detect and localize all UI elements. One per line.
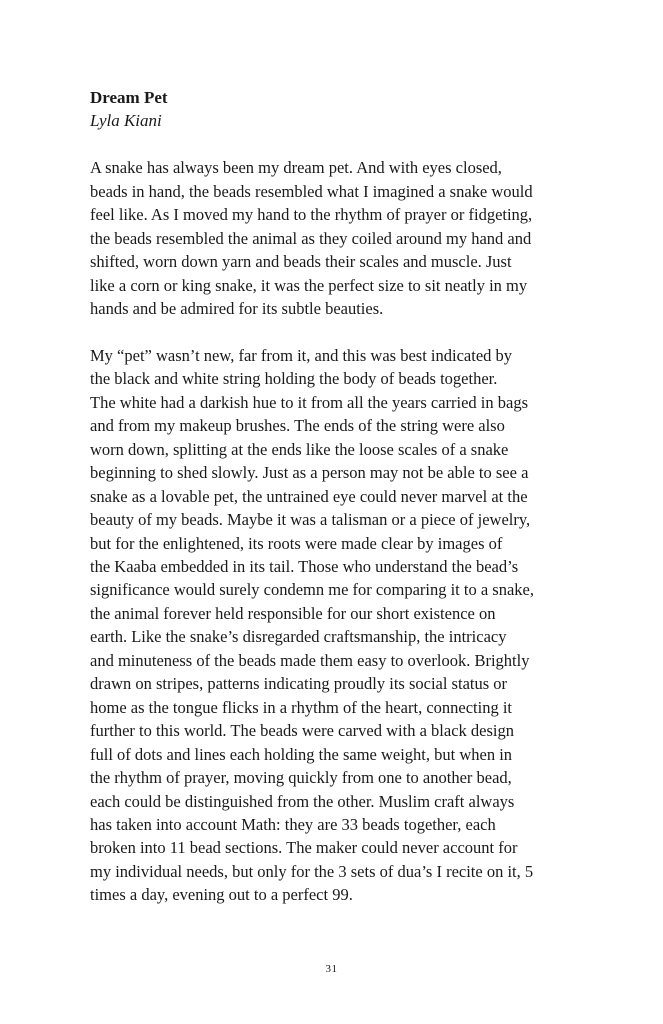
text-line: The white had a darkish hue to it from all the years carried in bags — [90, 392, 529, 412]
text-line: feel like. As I moved my hand to the rhythm of prayer or fidgeting, — [90, 205, 533, 225]
text-line: times a day, evening out to a perfect 99. — [90, 885, 353, 905]
text-line: beauty of my beads. Maybe it was a talisman or a piece of jewelry, — [90, 510, 531, 530]
body-text — [90, 156, 590, 906]
text-line: the black and white string holding the body of beads together. — [90, 369, 498, 389]
text-line: hands and be admired for its subtle beauties. — [90, 299, 384, 319]
text-line: like a corn or king snake, it was the perfect size to sit neatly in my — [90, 275, 528, 295]
text-line: the rhythm of prayer, moving quickly from one to another bead, — [90, 768, 512, 788]
text-line: My “pet” wasn’t new, far from it, and this was best indicated by — [90, 345, 513, 365]
text-line: my individual needs, but only for the 3 sets of dua’s I recite on it, 5 — [90, 861, 534, 881]
text-line: and from my makeup brushes. The ends of the string were also — [90, 416, 505, 436]
text-line: but for the enlightened, its roots were made clear by images of — [90, 533, 503, 553]
paragraph — [90, 344, 590, 907]
page-title: Dream Pet — [90, 88, 168, 107]
text-line: the Kaaba embedded in its tail. Those who understand the bead’s — [90, 557, 519, 577]
text-line: the animal forever held responsible for our short existence on — [90, 603, 496, 623]
text-line: further to this world. The beads were carved with a black design — [90, 721, 514, 741]
text-line: beginning to shed slowly. Just as a person may not be able to see a — [90, 463, 529, 483]
text-line: beads in hand, the beads resembled what I imagined a snake would — [90, 181, 533, 201]
text-line: the beads resembled the animal as they coiled around my hand and — [90, 228, 532, 248]
text-line: home as the tongue flicks in a rhythm of the heart, connecting it — [90, 697, 513, 717]
text-line: broken into 11 bead sections. The maker could never account for — [90, 838, 518, 858]
text-block — [90, 86, 590, 907]
author-byline: Lyla Kiani — [90, 111, 162, 131]
text-line: earth. Like the snake’s disregarded craftsmanship, the intricacy — [90, 627, 507, 647]
paragraph — [90, 156, 590, 320]
page-number: 31 — [325, 963, 338, 975]
text-line: each could be distinguished from the other. Muslim craft always — [90, 791, 515, 811]
text-line: has taken into account Math: they are 33 beads together, each — [90, 815, 496, 835]
text-line: drawn on stripes, patterns indicating proudly its social status or — [90, 674, 508, 694]
text-line: snake as a lovable pet, the untrained eye could never marvel at the — [90, 486, 528, 506]
text-line: A snake has always been my dream pet. And with eyes closed, — [90, 158, 502, 178]
text-line: shifted, worn down yarn and beads their scales and muscle. Just — [90, 252, 512, 272]
text-line: and minuteness of the beads made them easy to overlook. Brightly — [90, 650, 530, 670]
text-line: worn down, splitting at the ends like the loose scales of a snake — [90, 439, 509, 459]
text-line: full of dots and lines each holding the same weight, but when in — [90, 744, 513, 764]
text-line: significance would surely condemn me for comparing it to a snake, — [90, 580, 534, 600]
